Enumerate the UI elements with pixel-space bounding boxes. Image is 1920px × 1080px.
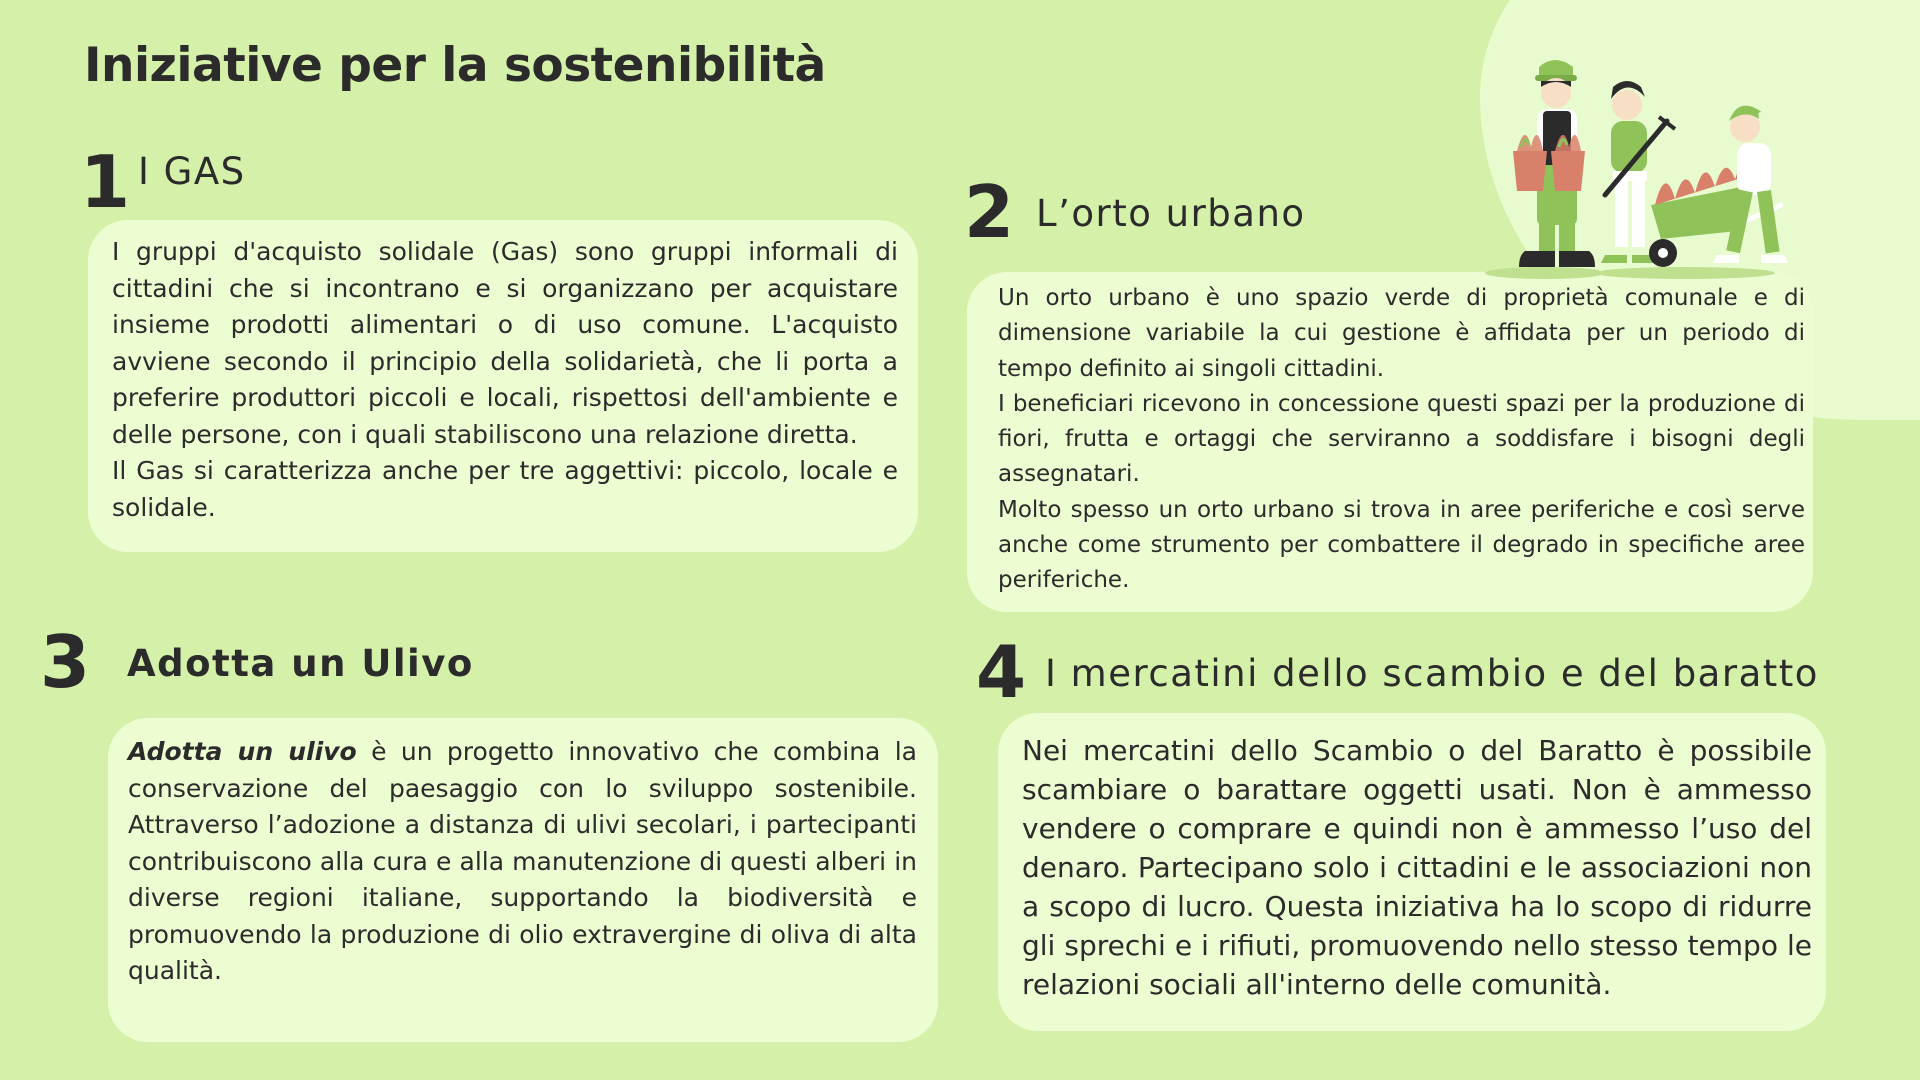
- section-4-paragraph: Nei mercatini dello Scambio o del Baratto è possibile scambiare o barattare oggetti usati. Non è ammesso vendere o comprare e quindi non è ammesso l’uso del denaro. Partecipano solo i cittadini e le associazioni non a scopo di lucro. Questa iniziativa ha lo scopo di ridurre gli sprechi e i rifiuti, promuovendo nello stesso tempo le relazioni sociali all'interno delle comunità.: [1022, 734, 1812, 1001]
- section-3-heading: Adotta un Ulivo: [127, 642, 474, 685]
- section-1-heading: I GAS: [138, 150, 246, 193]
- section-2-paragraph: I beneficiari ricevono in concessione questi spazi per la produzione di fiori, frutta e ortaggi che serviranno a soddisfare i bisogni degli assegnatari.: [998, 390, 1805, 488]
- page-title: Iniziative per la sostenibilità: [84, 38, 826, 93]
- section-1-paragraph: Il Gas si caratterizza anche per tre aggettivi: piccolo, locale e solidale.: [112, 456, 898, 522]
- gardeners-illustration-icon: [1455, 55, 1805, 285]
- section-3-number: 3: [40, 620, 91, 704]
- section-1-card: [88, 220, 918, 552]
- section-2-paragraph: Un orto urbano è uno spazio verde di proprietà comunale e di dimensione variabile la cui gestione è affidata per un periodo di tempo definito ai singoli cittadini.: [998, 285, 1805, 382]
- section-3-paragraph: [128, 734, 917, 990]
- section-4-card: [998, 713, 1826, 1031]
- section-2-card: [967, 272, 1813, 612]
- section-4-number: 4: [976, 630, 1027, 714]
- section-3-card: [108, 718, 938, 1042]
- section-4-heading: I mercatini dello scambio e del baratto: [1045, 652, 1819, 695]
- section-3-lead-emphasis: Adotta un ulivo: [128, 737, 357, 766]
- section-1-number: 1: [80, 140, 131, 224]
- section-2-number: 2: [964, 170, 1015, 254]
- section-2-paragraph: Molto spesso un orto urbano si trova in aree periferiche e così serve anche come strumento per combattere il degrado in specifiche aree periferiche.: [998, 496, 1805, 594]
- section-1-paragraph: I gruppi d'acquisto solidale (Gas) sono gruppi informali di cittadini che si incontrano e si organizzano per acquistare insieme prodotti alimentari o di uso comune. L'acquisto avviene secondo il principio della solidarietà, che li porta a preferire produttori piccoli e locali, rispettosi dell'ambiente e delle persone, con i quali stabiliscono una relazione diretta.: [112, 237, 898, 449]
- section-3-body: è un progetto innovativo che combina la conservazione del paesaggio con lo sviluppo sostenibile. Attraverso l’adozione a distanza di ulivi secolari, i partecipanti contribuiscono alla cura e alla manutenzione di questi alberi in diverse regioni italiane, supportando la biodiversità e promuovendo la produzione di olio extravergine di oliva di alta qualità.: [128, 737, 918, 985]
- section-2-heading: L’orto urbano: [1036, 192, 1306, 235]
